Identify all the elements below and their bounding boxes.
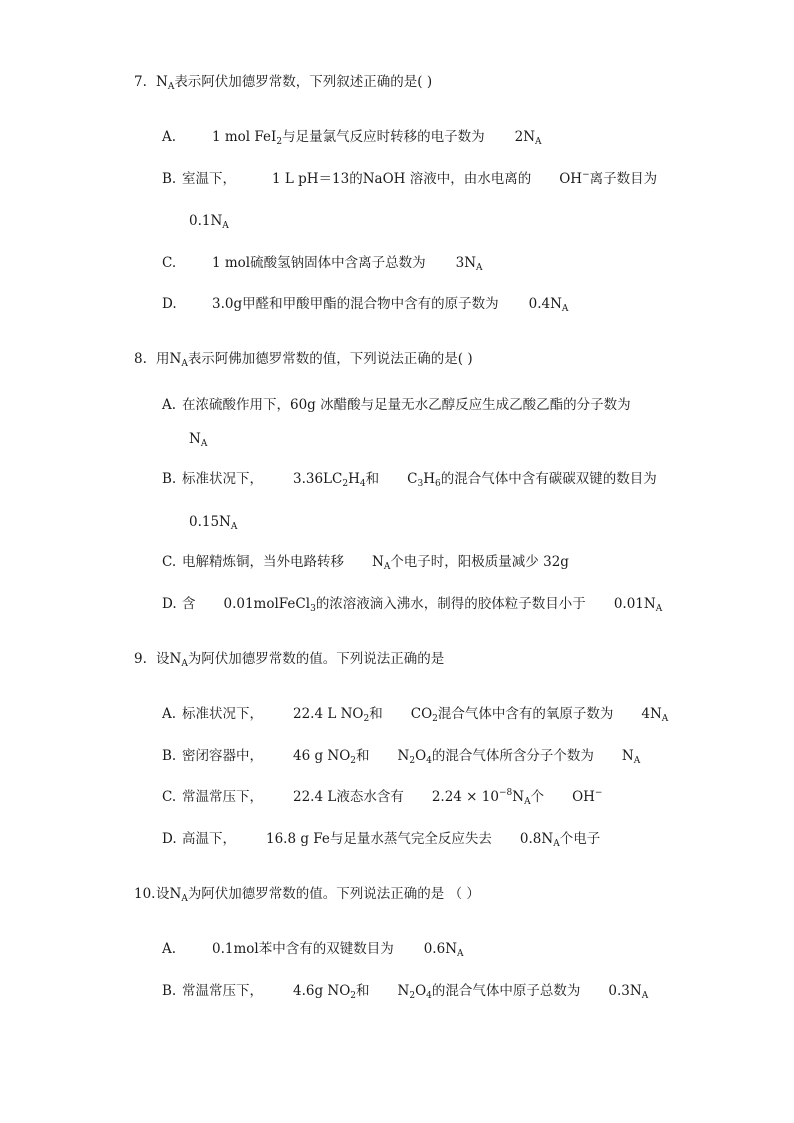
question-number: 8. <box>134 351 147 367</box>
question-number: 7. <box>134 74 147 90</box>
option-8d: D. 含 0.01molFeCl$_3$的浓溶液滴入沸水，制得的胶体粒子数目小于 $0.01N_A$ <box>162 596 663 614</box>
option-8c: C. 电解精炼铜，当外电路转移 $N_A$个电子时，阳极质量减少 32g <box>162 554 569 572</box>
option-8b: B. 标准状况下， $3.36LC_2H_4$和 $C_3H_6$的混合气体中含有碳碳双键的数目为 <box>162 471 657 489</box>
option-8b-continued: $0.15N_A$ <box>189 514 238 532</box>
option-7b-continued: $0.1N_A$ <box>189 213 229 231</box>
option-10b: B. 常温常压下， 4.6g $NO_2$和 $N_2O_4$的混合气体中原子总数为 $0.3N_A$ <box>162 983 649 1001</box>
question-9-stem: 9. 设$N_A$为阿伏加德罗常数的值。下列说法正确的是 <box>134 651 445 669</box>
question-number: 10. <box>134 886 156 902</box>
option-10a: A. 0.1mol苯中含有的双键数目为 $0.6N_A$ <box>162 941 464 959</box>
option-7d: D. 3.0g甲醛和甲酸甲酯的混合物中含有的原子数为 $0.4N_A$ <box>162 296 569 314</box>
option-8a: A. 在浓硫酸作用下，60g 冰醋酸与足量无水乙醇反应生成乙酸乙酯的分子数为 <box>162 397 631 413</box>
option-7a: A. 1 mol FeI$_2$与足量氯气反应时转移的电子数为 $2N_A$ <box>162 129 542 147</box>
option-9b: B. 密闭容器中， 46 g $NO_2$和 $N_2O_4$的混合气体所含分子个数为 $N_A$ <box>162 748 641 766</box>
question-8-stem: 8. 用$N_A$表示阿佛加德罗常数的值，下列说法正确的是( ) <box>134 351 473 369</box>
option-7b: B. 室温下， 1 L pH＝13的NaOH 溶液中，由水电离的 OH−离子数目为 <box>162 170 658 187</box>
question-number: 9. <box>134 651 147 667</box>
option-9c: C. 常温常压下， 22.4 L液态水含有 $2.24 \times 10^{-8}N_A$个 OH− <box>162 788 603 807</box>
question-10-stem: 10.设$N_A$为阿伏加德罗常数的值。下列说法正确的是 （ ） <box>134 886 480 904</box>
question-7-stem: 7. $N_A$表示阿伏加德罗常数，下列叙述正确的是( ) <box>134 74 433 92</box>
option-8a-continued: $N_A$ <box>189 431 208 449</box>
option-7c: C. 1 mol硫酸氢钠固体中含离子总数为 $3N_A$ <box>162 255 483 273</box>
option-9d: D. 高温下， 16.8 g Fe与足量水蒸气完全反应失去 $0.8N_A$个电子 <box>162 831 601 849</box>
option-9a: A. 标准状况下， 22.4 L $NO_2$和 $CO_2$混合气体中含有的氧原子数为 $4N_A$ <box>162 706 669 724</box>
